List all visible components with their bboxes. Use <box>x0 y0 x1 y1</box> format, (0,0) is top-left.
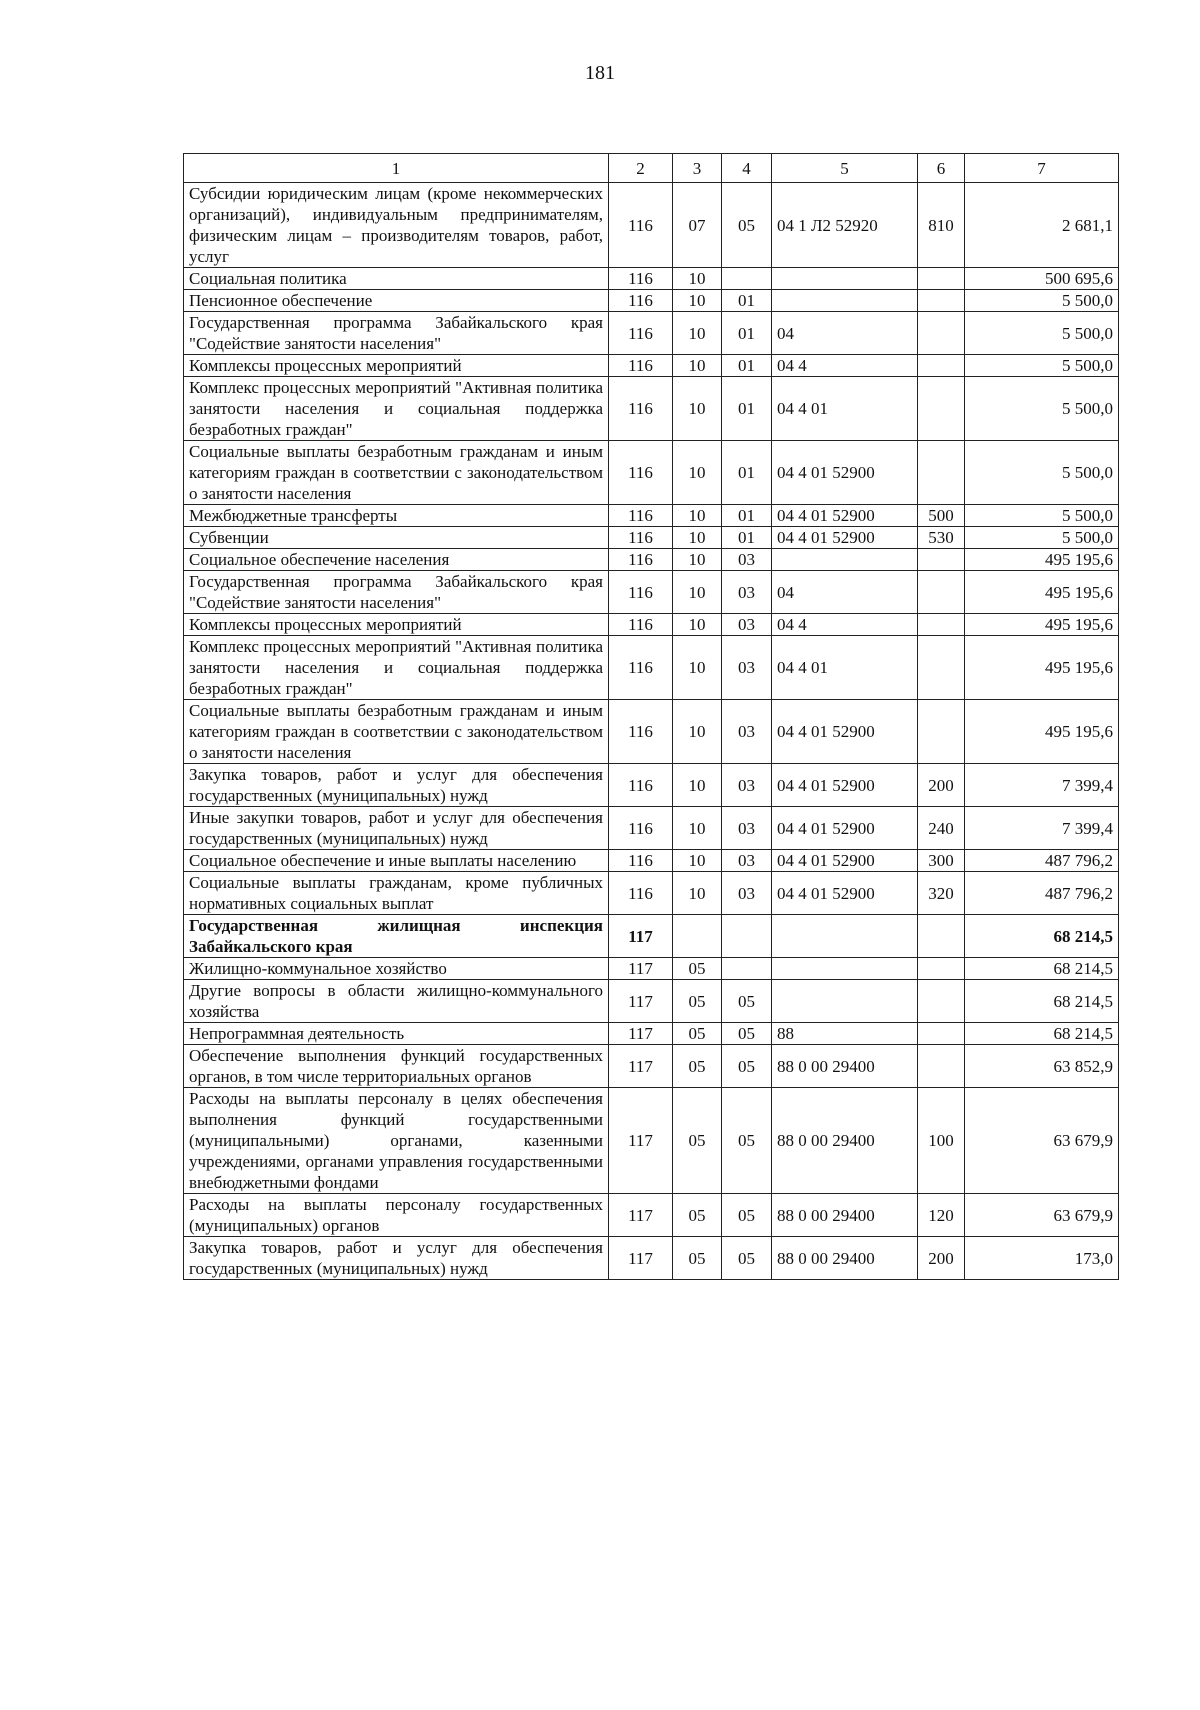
row-ministry-code: 117 <box>609 1088 673 1194</box>
table-row <box>184 1237 1119 1280</box>
row-expense-type <box>918 312 965 355</box>
row-name: Обеспечение выполнения функций государственных органов, в том числе территориальных органов <box>184 1045 609 1088</box>
row-amount: 5 500,0 <box>965 505 1119 527</box>
row-expense-type: 200 <box>918 764 965 807</box>
row-amount: 63 679,9 <box>965 1088 1119 1194</box>
row-expense-type <box>918 355 965 377</box>
row-target-code <box>772 915 918 958</box>
row-expense-type <box>918 290 965 312</box>
row-name: Социальная политика <box>184 268 609 290</box>
row-section-code: 10 <box>673 807 722 850</box>
row-expense-type: 120 <box>918 1194 965 1237</box>
row-name: Пенсионное обеспечение <box>184 290 609 312</box>
row-ministry-code: 117 <box>609 1194 673 1237</box>
row-amount: 495 195,6 <box>965 636 1119 700</box>
row-target-code: 04 4 01 52900 <box>772 872 918 915</box>
row-name: Социальные выплаты гражданам, кроме публичных нормативных социальных выплат <box>184 872 609 915</box>
row-name: Субвенции <box>184 527 609 549</box>
row-section-code: 10 <box>673 700 722 764</box>
row-name: Непрограммная деятельность <box>184 1023 609 1045</box>
row-section-code: 10 <box>673 614 722 636</box>
row-amount: 500 695,6 <box>965 268 1119 290</box>
row-name: Государственная программа Забайкальского края "Содействие занятости населения" <box>184 571 609 614</box>
row-expense-type <box>918 1023 965 1045</box>
row-ministry-code: 117 <box>609 958 673 980</box>
row-amount: 487 796,2 <box>965 850 1119 872</box>
row-expense-type <box>918 958 965 980</box>
row-amount: 5 500,0 <box>965 355 1119 377</box>
row-section-code: 05 <box>673 1023 722 1045</box>
table-row <box>184 1023 1119 1045</box>
row-subsection-code: 01 <box>722 355 772 377</box>
table-row <box>184 527 1119 549</box>
table-row <box>184 614 1119 636</box>
row-ministry-code: 116 <box>609 355 673 377</box>
column-header: 3 <box>673 154 722 183</box>
row-subsection-code: 03 <box>722 872 772 915</box>
row-subsection-code: 01 <box>722 377 772 441</box>
row-amount: 495 195,6 <box>965 571 1119 614</box>
row-section-code: 10 <box>673 549 722 571</box>
row-name: Межбюджетные трансферты <box>184 505 609 527</box>
row-section-code: 10 <box>673 290 722 312</box>
row-expense-type: 810 <box>918 183 965 268</box>
row-target-code: 88 0 00 29400 <box>772 1194 918 1237</box>
row-target-code: 04 4 01 52900 <box>772 505 918 527</box>
row-subsection-code: 05 <box>722 183 772 268</box>
row-ministry-code: 116 <box>609 183 673 268</box>
row-amount: 68 214,5 <box>965 1023 1119 1045</box>
row-ministry-code: 117 <box>609 1237 673 1280</box>
row-expense-type <box>918 571 965 614</box>
row-section-code: 10 <box>673 527 722 549</box>
row-name: Расходы на выплаты персоналу государственных (муниципальных) органов <box>184 1194 609 1237</box>
column-header: 4 <box>722 154 772 183</box>
row-amount: 495 195,6 <box>965 700 1119 764</box>
row-expense-type <box>918 915 965 958</box>
row-amount: 5 500,0 <box>965 377 1119 441</box>
row-target-code: 04 4 <box>772 614 918 636</box>
row-subsection-code: 05 <box>722 1194 772 1237</box>
row-amount: 7 399,4 <box>965 764 1119 807</box>
row-name: Комплексы процессных мероприятий <box>184 355 609 377</box>
row-amount: 5 500,0 <box>965 290 1119 312</box>
row-section-code: 05 <box>673 958 722 980</box>
row-ministry-code: 117 <box>609 915 673 958</box>
column-header: 1 <box>184 154 609 183</box>
row-ministry-code: 116 <box>609 441 673 505</box>
row-expense-type <box>918 441 965 505</box>
table-row <box>184 807 1119 850</box>
row-section-code: 10 <box>673 571 722 614</box>
row-subsection-code: 01 <box>722 290 772 312</box>
row-target-code: 04 <box>772 571 918 614</box>
page-number: 181 <box>585 62 615 84</box>
column-header: 5 <box>772 154 918 183</box>
table-row <box>184 268 1119 290</box>
row-ministry-code: 116 <box>609 377 673 441</box>
row-name: Комплексы процессных мероприятий <box>184 614 609 636</box>
row-amount: 487 796,2 <box>965 872 1119 915</box>
row-expense-type: 300 <box>918 850 965 872</box>
row-ministry-code: 116 <box>609 571 673 614</box>
row-target-code: 04 4 01 52900 <box>772 764 918 807</box>
row-expense-type: 200 <box>918 1237 965 1280</box>
table-row <box>184 312 1119 355</box>
row-section-code: 10 <box>673 377 722 441</box>
row-target-code: 04 4 01 52900 <box>772 527 918 549</box>
table-row <box>184 505 1119 527</box>
row-section-code: 05 <box>673 1237 722 1280</box>
table-row <box>184 764 1119 807</box>
table-row <box>184 183 1119 268</box>
row-expense-type <box>918 700 965 764</box>
row-amount: 495 195,6 <box>965 549 1119 571</box>
row-section-code: 05 <box>673 1194 722 1237</box>
row-ministry-code: 117 <box>609 1045 673 1088</box>
row-section-code: 10 <box>673 441 722 505</box>
row-ministry-code: 116 <box>609 290 673 312</box>
row-amount: 63 852,9 <box>965 1045 1119 1088</box>
row-amount: 68 214,5 <box>965 958 1119 980</box>
row-section-code <box>673 915 722 958</box>
row-section-code: 05 <box>673 1045 722 1088</box>
row-ministry-code: 116 <box>609 505 673 527</box>
row-ministry-code: 116 <box>609 614 673 636</box>
row-name: Другие вопросы в области жилищно-коммунального хозяйства <box>184 980 609 1023</box>
row-expense-type <box>918 1045 965 1088</box>
row-target-code: 88 0 00 29400 <box>772 1237 918 1280</box>
row-target-code <box>772 980 918 1023</box>
row-name: Закупка товаров, работ и услуг для обеспечения государственных (муниципальных) нужд <box>184 764 609 807</box>
table-row <box>184 958 1119 980</box>
row-ministry-code: 116 <box>609 268 673 290</box>
row-amount: 63 679,9 <box>965 1194 1119 1237</box>
row-name: Комплекс процессных мероприятий "Активная политика занятости населения и социальная поддержка безработных граждан" <box>184 377 609 441</box>
row-ministry-code: 116 <box>609 764 673 807</box>
row-target-code: 04 4 01 <box>772 636 918 700</box>
table-row <box>184 290 1119 312</box>
row-subsection-code <box>722 268 772 290</box>
table-row <box>184 915 1119 958</box>
row-subsection-code: 01 <box>722 527 772 549</box>
table-row <box>184 377 1119 441</box>
table-row <box>184 355 1119 377</box>
table-row <box>184 700 1119 764</box>
table-row <box>184 441 1119 505</box>
row-name: Жилищно-коммунальное хозяйство <box>184 958 609 980</box>
row-expense-type: 100 <box>918 1088 965 1194</box>
row-ministry-code: 116 <box>609 850 673 872</box>
row-amount: 68 214,5 <box>965 915 1119 958</box>
row-subsection-code: 05 <box>722 1088 772 1194</box>
row-expense-type <box>918 614 965 636</box>
column-header: 6 <box>918 154 965 183</box>
table-row <box>184 549 1119 571</box>
row-name: Расходы на выплаты персоналу в целях обеспечения выполнения функций государственными (муниципальными) органами, казенными учреждениями, органами управления государственными внебюджетными фондами <box>184 1088 609 1194</box>
row-amount: 495 195,6 <box>965 614 1119 636</box>
row-target-code: 04 4 01 52900 <box>772 700 918 764</box>
row-target-code <box>772 268 918 290</box>
row-ministry-code: 116 <box>609 636 673 700</box>
row-subsection-code: 03 <box>722 571 772 614</box>
row-subsection-code: 03 <box>722 614 772 636</box>
row-expense-type <box>918 980 965 1023</box>
row-expense-type: 240 <box>918 807 965 850</box>
row-target-code: 04 4 01 52900 <box>772 850 918 872</box>
row-expense-type <box>918 268 965 290</box>
row-expense-type <box>918 636 965 700</box>
row-subsection-code <box>722 915 772 958</box>
table-row <box>184 1088 1119 1194</box>
row-ministry-code: 116 <box>609 807 673 850</box>
row-section-code: 05 <box>673 980 722 1023</box>
table-row <box>184 636 1119 700</box>
row-section-code: 10 <box>673 764 722 807</box>
row-subsection-code: 01 <box>722 505 772 527</box>
row-subsection-code: 05 <box>722 980 772 1023</box>
row-subsection-code: 01 <box>722 312 772 355</box>
row-name: Социальное обеспечение населения <box>184 549 609 571</box>
table-row <box>184 1045 1119 1088</box>
row-ministry-code: 116 <box>609 700 673 764</box>
row-subsection-code: 05 <box>722 1023 772 1045</box>
table-row <box>184 872 1119 915</box>
row-subsection-code: 03 <box>722 764 772 807</box>
column-header: 2 <box>609 154 673 183</box>
row-amount: 5 500,0 <box>965 527 1119 549</box>
row-section-code: 10 <box>673 872 722 915</box>
row-name: Субсидии юридическим лицам (кроме некоммерческих организаций), индивидуальным предпринимателям, физическим лицам – производителям товаров, работ, услуг <box>184 183 609 268</box>
row-amount: 5 500,0 <box>965 312 1119 355</box>
row-expense-type <box>918 549 965 571</box>
row-amount: 5 500,0 <box>965 441 1119 505</box>
row-target-code: 04 4 01 <box>772 377 918 441</box>
row-section-code: 10 <box>673 355 722 377</box>
row-name: Комплекс процессных мероприятий "Активная политика занятости населения и социальная поддержка безработных граждан" <box>184 636 609 700</box>
row-target-code: 04 4 <box>772 355 918 377</box>
row-expense-type: 500 <box>918 505 965 527</box>
row-target-code: 04 <box>772 312 918 355</box>
row-target-code <box>772 958 918 980</box>
column-header: 7 <box>965 154 1119 183</box>
table-row <box>184 980 1119 1023</box>
row-section-code: 10 <box>673 850 722 872</box>
row-expense-type: 530 <box>918 527 965 549</box>
row-subsection-code: 03 <box>722 850 772 872</box>
row-section-code: 10 <box>673 636 722 700</box>
row-target-code <box>772 290 918 312</box>
row-name: Социальные выплаты безработным гражданам и иным категориям граждан в соответствии с законодательством о занятости населения <box>184 700 609 764</box>
row-name: Социальное обеспечение и иные выплаты населению <box>184 850 609 872</box>
row-target-code: 88 0 00 29400 <box>772 1088 918 1194</box>
row-section-code: 10 <box>673 312 722 355</box>
row-name: Государственная жилищная инспекция Забайкальского края <box>184 915 609 958</box>
row-subsection-code: 01 <box>722 441 772 505</box>
row-target-code <box>772 549 918 571</box>
row-ministry-code: 116 <box>609 527 673 549</box>
table-row <box>184 1194 1119 1237</box>
row-target-code: 88 0 00 29400 <box>772 1045 918 1088</box>
row-expense-type: 320 <box>918 872 965 915</box>
row-name: Иные закупки товаров, работ и услуг для обеспечения государственных (муниципальных) нужд <box>184 807 609 850</box>
row-name: Государственная программа Забайкальского края "Содействие занятости населения" <box>184 312 609 355</box>
row-subsection-code: 03 <box>722 636 772 700</box>
row-ministry-code: 116 <box>609 549 673 571</box>
header-row <box>184 154 1119 183</box>
row-ministry-code: 117 <box>609 1023 673 1045</box>
row-target-code: 04 4 01 52900 <box>772 807 918 850</box>
table-row <box>184 571 1119 614</box>
row-section-code: 07 <box>673 183 722 268</box>
row-amount: 173,0 <box>965 1237 1119 1280</box>
row-ministry-code: 117 <box>609 980 673 1023</box>
row-subsection-code: 05 <box>722 1045 772 1088</box>
row-ministry-code: 116 <box>609 312 673 355</box>
row-subsection-code: 03 <box>722 807 772 850</box>
row-name: Закупка товаров, работ и услуг для обеспечения государственных (муниципальных) нужд <box>184 1237 609 1280</box>
row-amount: 7 399,4 <box>965 807 1119 850</box>
row-subsection-code: 05 <box>722 1237 772 1280</box>
row-target-code: 04 1 Л2 52920 <box>772 183 918 268</box>
row-ministry-code: 116 <box>609 872 673 915</box>
row-subsection-code: 03 <box>722 549 772 571</box>
row-section-code: 10 <box>673 268 722 290</box>
row-subsection-code <box>722 958 772 980</box>
row-amount: 68 214,5 <box>965 980 1119 1023</box>
row-target-code: 04 4 01 52900 <box>772 441 918 505</box>
row-expense-type <box>918 377 965 441</box>
budget-table <box>183 153 1119 1280</box>
row-subsection-code: 03 <box>722 700 772 764</box>
row-section-code: 10 <box>673 505 722 527</box>
row-section-code: 05 <box>673 1088 722 1194</box>
table-row <box>184 850 1119 872</box>
row-name: Социальные выплаты безработным гражданам и иным категориям граждан в соответствии с законодательством о занятости населения <box>184 441 609 505</box>
row-amount: 2 681,1 <box>965 183 1119 268</box>
row-target-code: 88 <box>772 1023 918 1045</box>
